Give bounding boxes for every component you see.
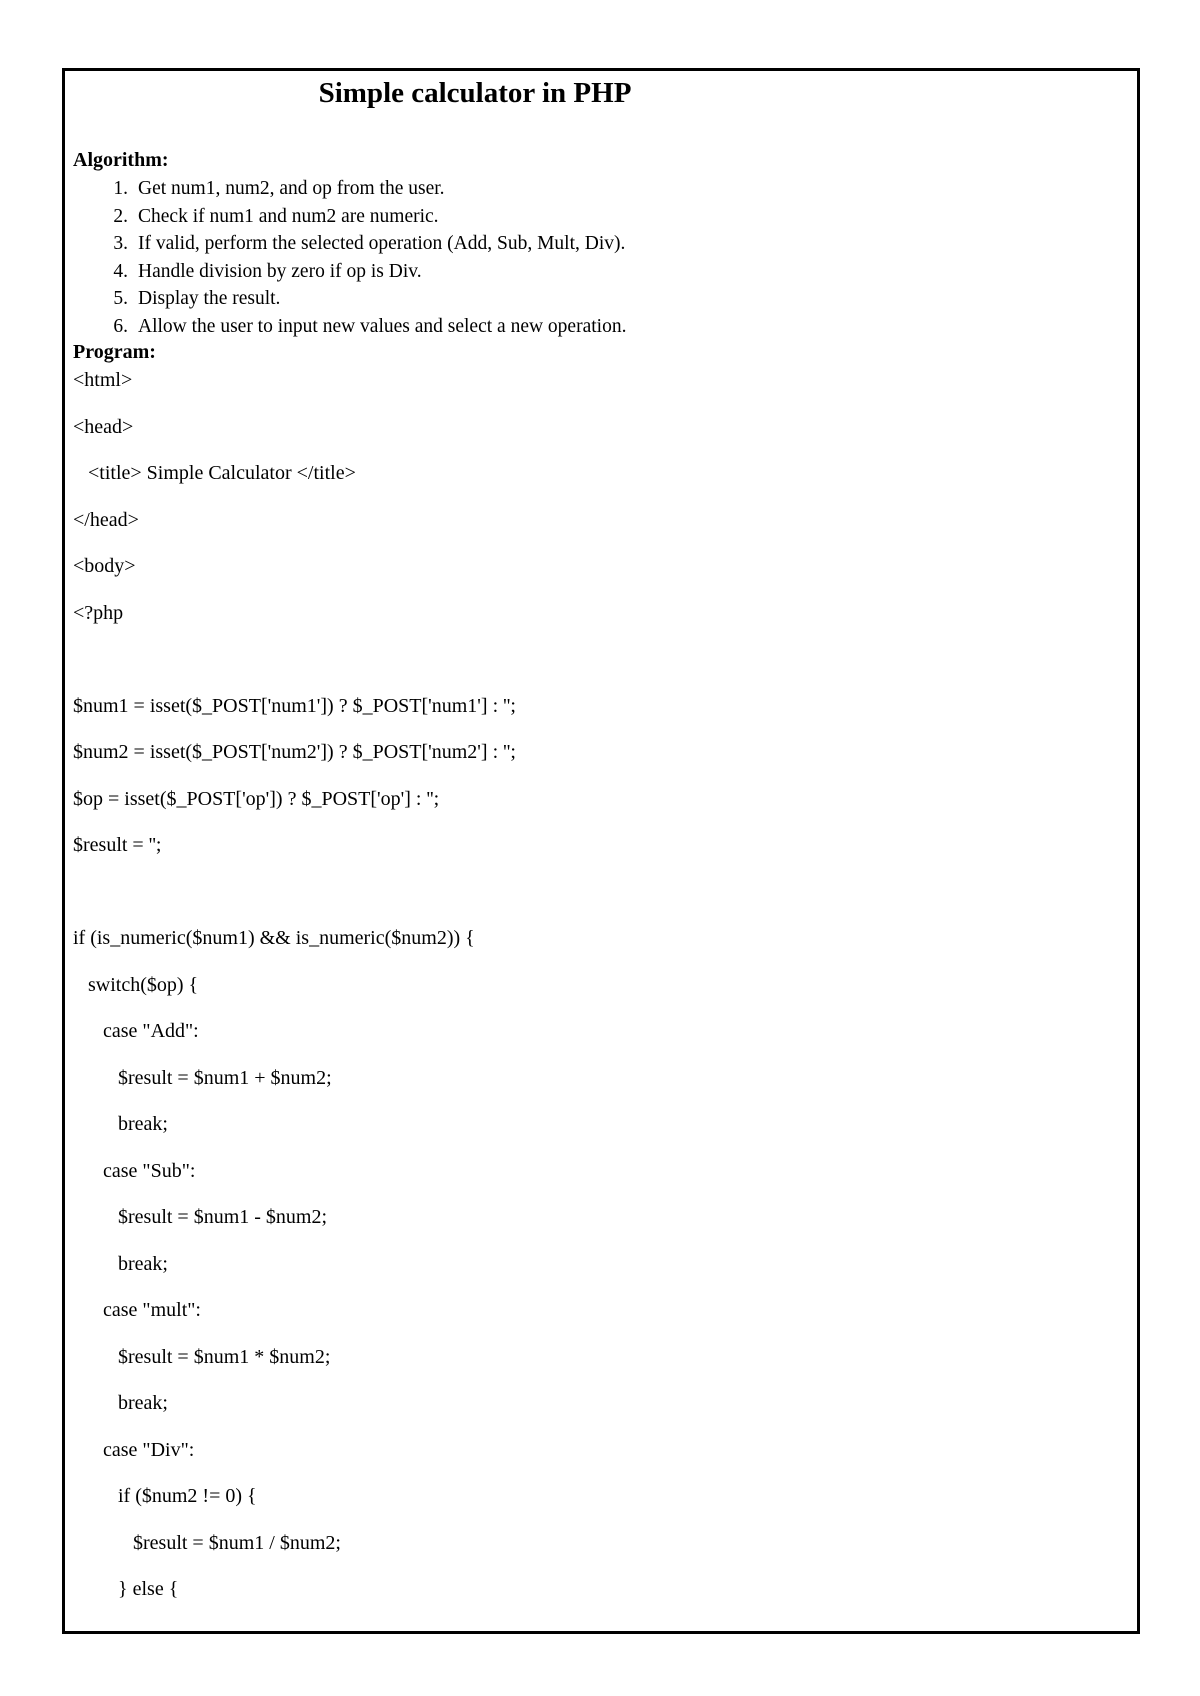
code-line: break; [73,1252,168,1275]
algorithm-step: 1. Get num1, num2, and op from the user. [113,178,445,199]
code-line: $result = $num1 / $num2; [73,1531,341,1554]
algorithm-step: 3. If valid, perform the selected operation (Add, Sub, Mult, Div). [113,233,626,255]
page-frame [62,68,1140,1634]
code-line: if ($num2 != 0) { [73,1485,257,1507]
algorithm-heading: Algorithm: [73,149,169,171]
algorithm-step: 5. Display the result. [113,288,281,310]
code-line: </head> [73,508,139,531]
code-line: $result = ''; [73,834,162,856]
code-line: <title> Simple Calculator </title> [73,462,356,484]
program-heading: Program: [73,341,156,363]
code-line: break; [73,1392,168,1414]
document-title: Simple calculator in PHP [318,77,632,109]
program-code [73,367,516,1623]
algorithm-step: 4. Handle division by zero if op is Div. [113,260,422,282]
code-line: switch($op) { [73,973,199,996]
code-line: $num1 = isset($_POST['num1']) ? $_POST['num1'] : ''; [73,694,516,717]
code-line: if (is_numeric($num1) && is_numeric($num2)) { [73,927,475,949]
code-line: $result = $num1 + $num2; [73,1066,332,1089]
code-line: $op = isset($_POST['op']) ? $_POST['op'] : ''; [73,787,440,810]
code-line: case "Add": [73,1020,199,1042]
code-line [73,646,516,693]
code-line: } else { [73,1578,179,1600]
code-line: $result = $num1 * $num2; [73,1345,331,1368]
code-line: $result = $num1 - $num2; [73,1206,328,1228]
code-line [73,879,516,926]
code-line: case "mult": [73,1299,201,1321]
code-line: break; [73,1113,168,1135]
code-line: <?php [73,601,124,624]
code-line: <head> [73,415,134,438]
algorithm-step: 2. Check if num1 and num2 are numeric. [113,205,439,227]
algorithm-steps [73,175,626,341]
algorithm-step: 6. Allow the user to input new values and select a new operation. [113,315,627,337]
code-line: case "Div": [73,1438,195,1461]
code-line: case "Sub": [73,1159,196,1182]
code-line: <body> [73,555,136,577]
code-line: $num2 = isset($_POST['num2']) ? $_POST['num2'] : ''; [73,741,516,763]
code-line: <html> [73,369,133,391]
